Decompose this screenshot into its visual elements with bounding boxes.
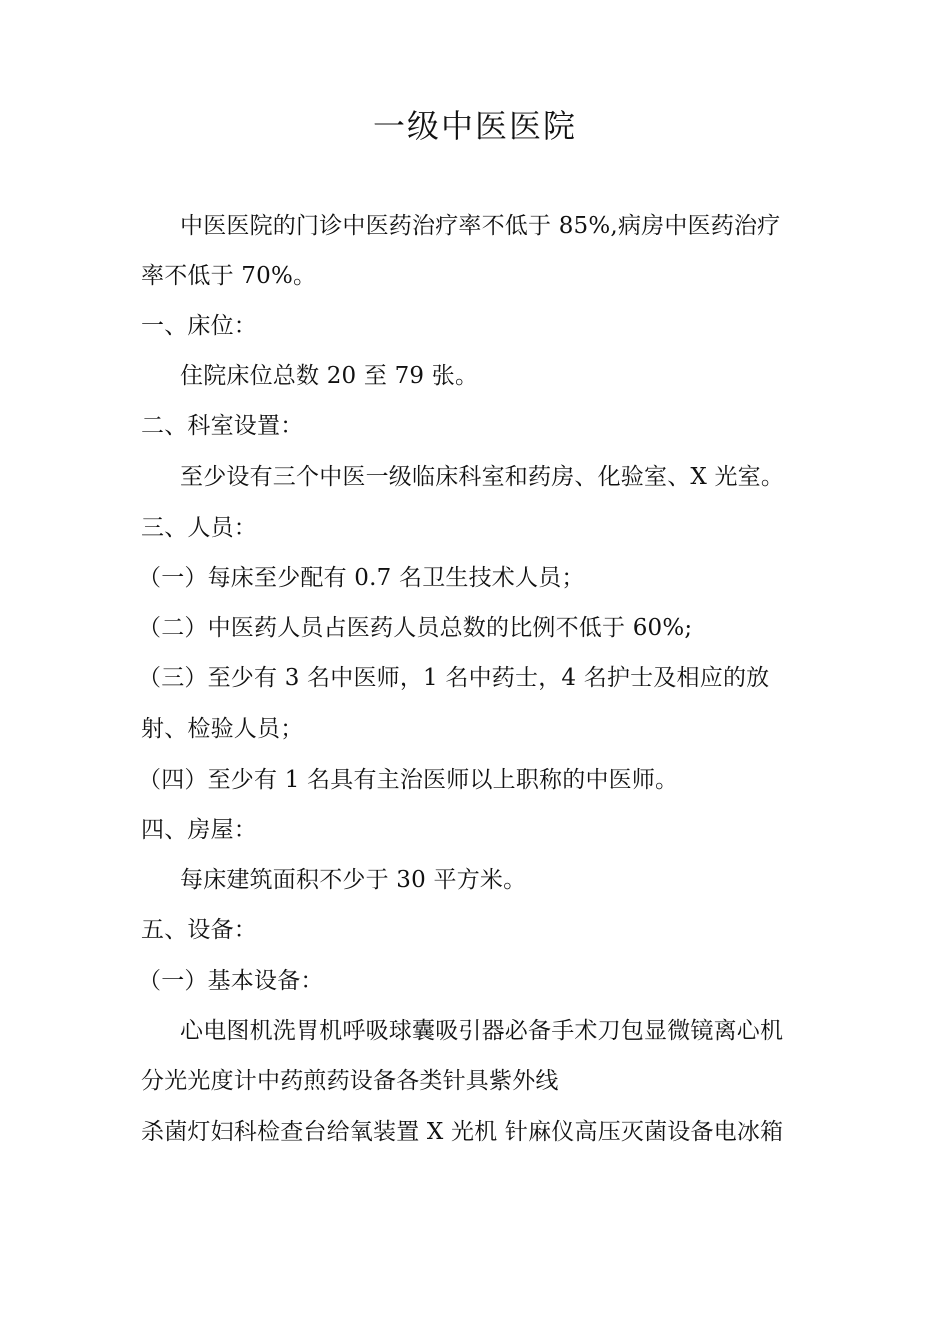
section-text-beds: 住院床位总数 20 至 79 张。 bbox=[180, 363, 479, 389]
section-heading-housing: 四、房屋： bbox=[141, 817, 257, 843]
equipment-list-line-3: 杀菌灯妇科检查台给氧装置 X 光机 针麻仪高压灭菌设备电冰箱 bbox=[141, 1119, 784, 1145]
staff-item-4: （四）至少有 1 名具有主治医师以上职称的中医师。 bbox=[138, 767, 679, 793]
section-text-housing: 每床建筑面积不少于 30 平方米。 bbox=[180, 867, 527, 893]
staff-item-2: （二）中医药人员占医药人员总数的比例不低于 60%; bbox=[138, 615, 693, 641]
section-heading-staff: 三、人员： bbox=[141, 515, 257, 541]
staff-item-3-line-1: （三）至少有 3 名中医师，1 名中药士，4 名护士及相应的放 bbox=[138, 665, 770, 691]
page-title: 一级中医医院 bbox=[372, 107, 577, 145]
section-heading-departments: 二、科室设置： bbox=[141, 413, 304, 439]
equipment-list-line-1: 心电图机洗胃机呼吸球囊吸引器必备手术刀包显微镜离心机 bbox=[180, 1018, 784, 1044]
equipment-list-line-2: 分光光度计中药煎药设备各类针具紫外线 bbox=[141, 1068, 559, 1094]
equipment-subheading-basic: （一）基本设备： bbox=[138, 968, 324, 994]
intro-paragraph-line-1: 中医医院的门诊中医药治疗率不低于 85%,病房中医药治疗 bbox=[180, 213, 781, 239]
staff-item-3-line-2: 射、检验人员； bbox=[141, 716, 304, 742]
staff-item-1: （一）每床至少配有 0.7 名卫生技术人员； bbox=[138, 565, 585, 591]
section-text-departments: 至少设有三个中医一级临床科室和药房、化验室、X 光室。 bbox=[180, 464, 785, 490]
section-heading-beds: 一、床位： bbox=[141, 313, 257, 339]
section-heading-equipment: 五、设备： bbox=[141, 917, 257, 943]
intro-paragraph-line-2: 率不低于 70%。 bbox=[141, 263, 317, 289]
